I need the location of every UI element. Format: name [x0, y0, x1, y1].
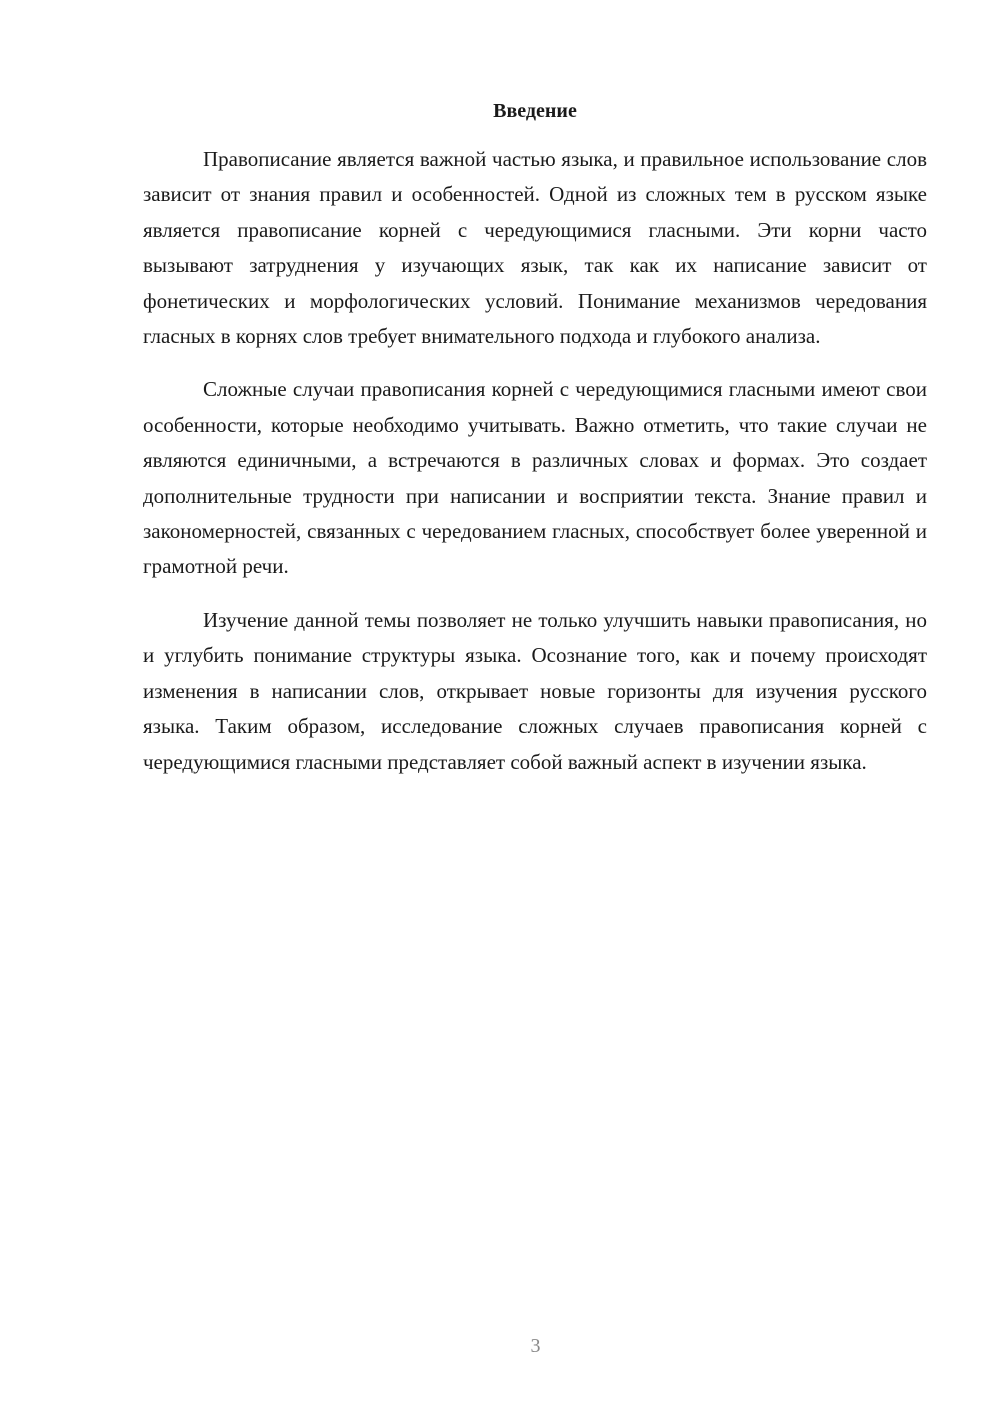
body-text [143, 142, 927, 798]
paragraph-1: Правописание является важной частью языка, и правильное использование слов зависит от знания правил и особенностей. Одной из сложных тем в русском языке является правописание корней с чередующимися гласными. Эти корни часто вызывают затруднения у изучающих язык, так как их написание зависит от фонетических и морфологических условий. Понимание механизмов чередования гласных в корнях слов требует внимательного подхода и глубокого анализа. [143, 147, 927, 349]
page-number: 3 [530, 1335, 541, 1357]
section-heading: Введение [493, 100, 577, 122]
paragraph-3: Изучение данной темы позволяет не только улучшить навыки правописания, но и углубить понимание структуры языка. Осознание того, как и почему происходят изменения в написании слов, открывает новые горизонты для изучения русского языка. Таким образом, исследование сложных случаев правописания корней с чередующимися гласными представляет собой важный аспект в изучении языка. [143, 607, 927, 774]
paragraph-2: Сложные случаи правописания корней с чередующимися гласными имеют свои особенности, которые необходимо учитывать. Важно отметить, что такие случаи не являются единичными, а встречаются в различных словах и формах. Это создает дополнительные трудности при написании и восприятии текста. Знание правил и закономерностей, связанных с чередованием гласных, способствует более уверенной и грамотной речи. [143, 377, 927, 579]
